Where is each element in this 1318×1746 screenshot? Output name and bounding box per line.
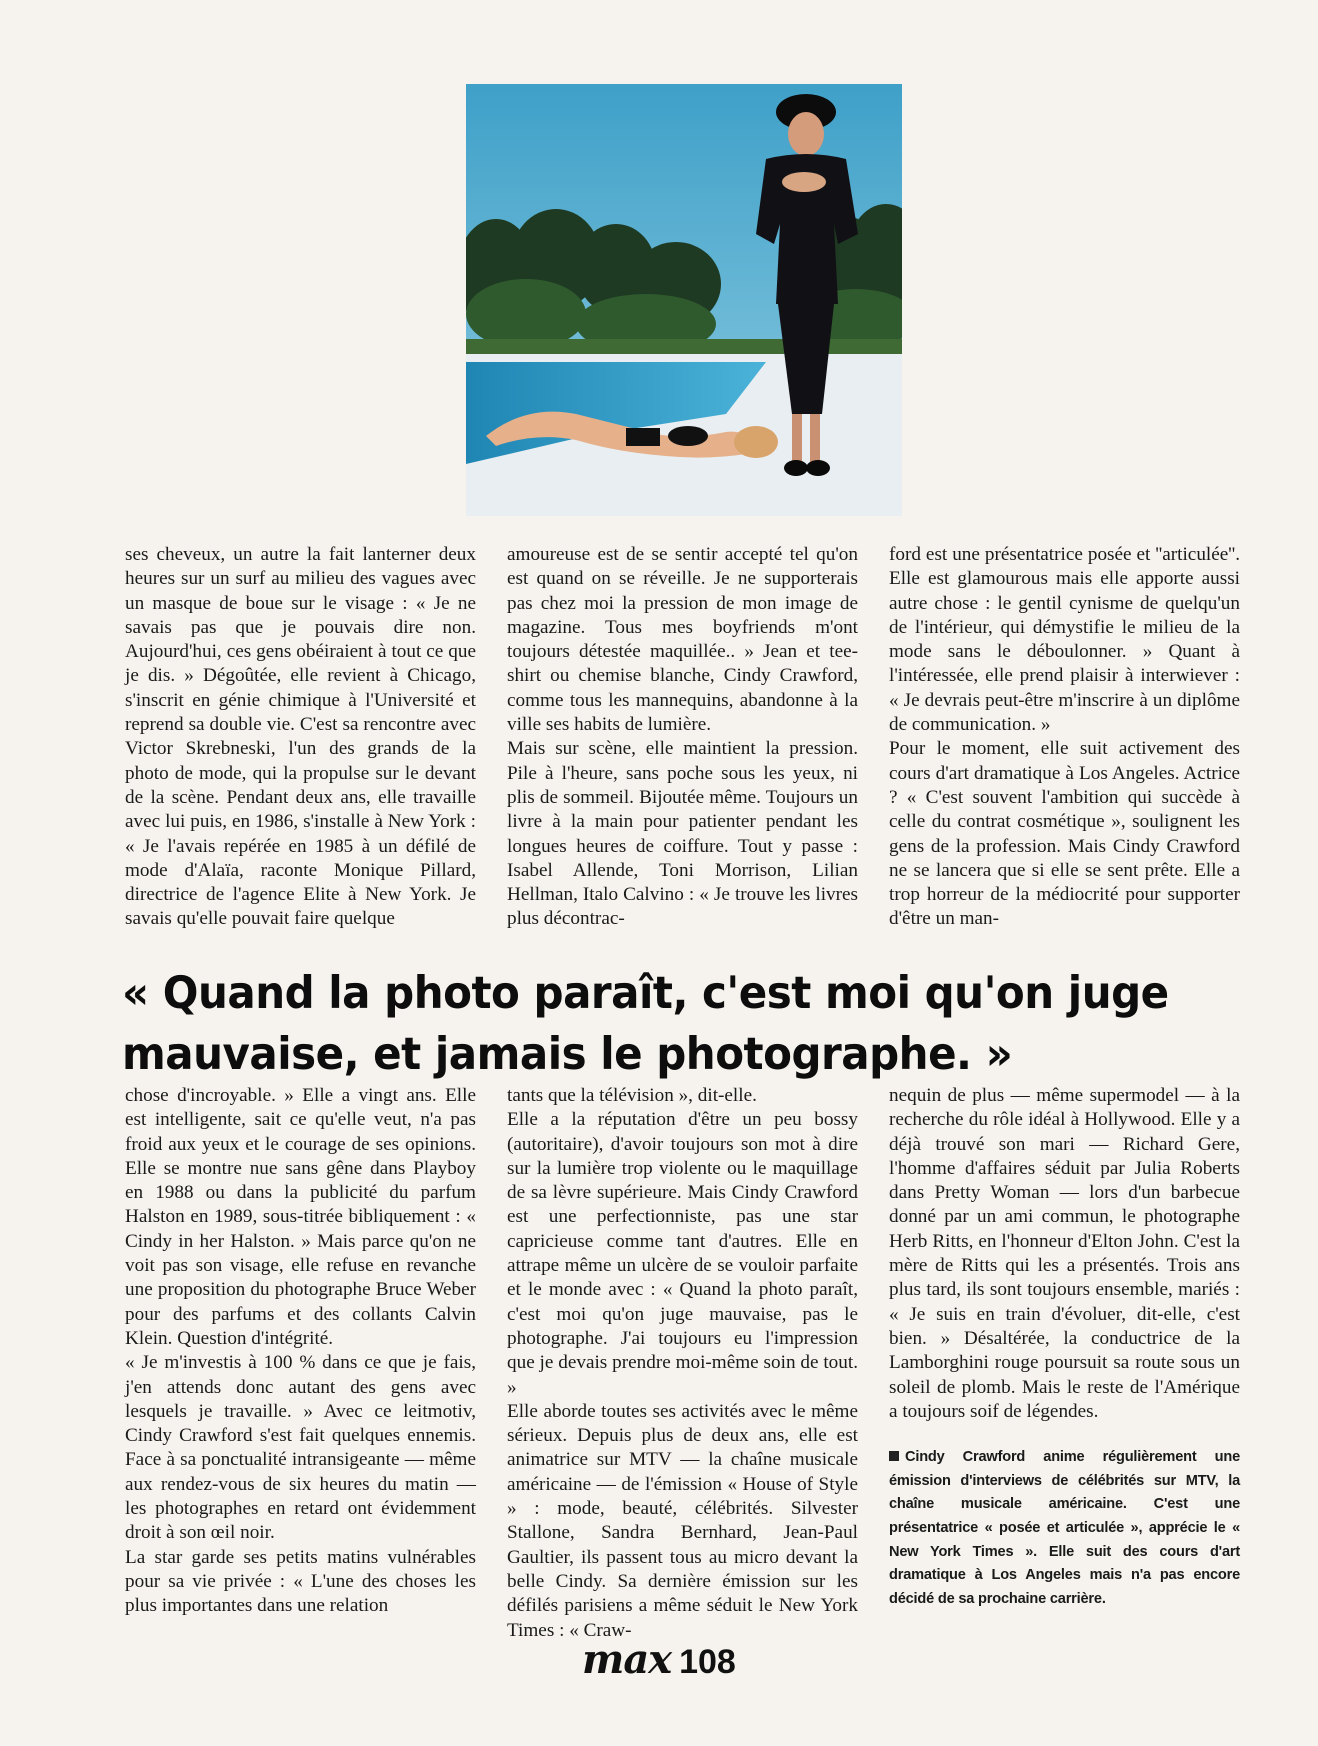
column-3-bottom [889,1084,1240,1643]
paragraph: tants que la télévision », dit-elle. [507,1085,757,1106]
pull-quote: « Quand la photo paraît, c'est moi qu'on juge mauvaise, et jamais le photographe. » [122,967,1169,1080]
article-columns-top [125,543,1240,932]
magazine-logo: max [582,1636,672,1683]
paragraph: Elle aborde toutes ses activités avec le même sérieux. Depuis plus de deux ans, elle est animatrice sur MTV — la chaîne musicale américaine — de l'émission « House of Style » : mode, beauté, célébrités. Silvester Stallone, Sandra Bernhard, Jean-Paul Gaultier, ils passent tous au micro devant la belle Cindy. Sa dernière émission sur les défilés parisiens a même séduit le New York Times : « Craw- [507,1400,858,1641]
article-columns-bottom [125,1084,1240,1643]
column-2-top [507,543,858,932]
paragraph: Pour le moment, elle suit activement des cours d'art dramatique à Los Angeles. Actrice ? « C'est souvent l'ambition qui succède à celle du contrat cosmétique », soulignent les gens de la profession. Mais Cindy Crawford ne se lancera que si elle se sent prête. Elle a trop horreur de la médiocrité pour supporter d'être un man- [889,738,1240,930]
paragraph: Elle a la réputation d'être un peu bossy (autoritaire), d'avoir toujours son mot à dire sur la lumière trop violente ou le maquillage de sa lèvre supérieure. Mais Cindy Crawford est une perfectionniste, pas une star capricieuse comme tant d'autres. Elle en attrape même un ulcère de se vouloir parfaite et le monde avec : « Quand la photo paraît, c'est moi qu'on juge mauvaise, pas le photographe. J'ai toujours eu l'impression que je devais prendre moi-même soin de tout. » [507,1109,858,1398]
page-folio [582,1636,736,1686]
square-bullet-icon [889,1451,899,1461]
column-1-top [125,543,476,932]
column-3-top [889,543,1240,932]
paragraph: nequin de plus — même supermodel — à la recherche du rôle idéal à Hollywood. Elle y a déjà trouvé son mari — Richard Gere, l'homme d'affaires séduit par Julia Roberts dans Pretty Woman — lors d'un barbecue donné par un ami commun, le photographe Herb Ritts, en l'honneur d'Elton John. C'est la mère de Ritts qui les a présentés. Trois ans plus tard, ils sont toujours ensemble, mariés : « Je suis en train d'évoluer, dit-elle, c'est bien. » Désaltérée, la conductrice de la Lamborghini rouge poursuit sa route sous un soleil de plomb. Mais le reste de l'Amérique a toujours soif de légendes. [889,1085,1240,1422]
photo-illustration [466,84,902,516]
page-number: 108 [679,1643,736,1681]
paragraph: « Je m'investis à 100 % dans ce que je fais, j'en attends donc autant des gens avec lesquels je travaille. » Avec ce leitmotiv, Cindy Crawford s'est fait quelques ennemis. Face à sa ponctualité intransigeante — même aux rendez-vous de six heures du matin — les photographes en retard ont évidemment droit à son œil noir. [125,1352,476,1544]
caption-text: Cindy Crawford anime régulièrement une émission d'interviews de célébrités sur MTV, la chaîne musicale américaine. C'est une présentatrice « posée et articulée », apprécie le « New York Times ». Elle suit des cours d'art dramatique à Los Angeles mais n'a pas encore décidé de sa prochaine carrière. [889,1449,1240,1607]
photo-caption [889,1446,1240,1611]
column-1-bottom [125,1084,476,1643]
photo [466,84,902,516]
paragraph: ford est une présentatrice posée et ''articulée''. Elle est glamourous mais elle apporte aussi autre chose : le gentil cynisme de quelqu'un de l'intérieur, qui démystifie le milieu de la mode sans le déboulonner. » Quant à l'intéressée, elle prend plaisir à interwiever : « Je devrais peut-être m'inscrire à un diplôme de communication. » [889,544,1240,736]
paragraph: La star garde ses petits matins vulnérables pour sa vie privée : « L'une des choses les plus importantes dans une relation [125,1546,476,1617]
paragraph: amoureuse est de se sentir accepté tel qu'on est quand on se réveille. Je ne supporterais pas chez moi la pression de mon image de magazine. Tous mes boyfriends m'ont toujours détestée maquillée.. » Jean et tee-shirt ou chemise blanche, Cindy Crawford, comme tous les mannequins, abandonne à la ville ses habits de lumière. [507,544,858,736]
paragraph: Mais sur scène, elle maintient la pression. Pile à l'heure, sans poche sous les yeux, ni plis de sommeil. Bijoutée même. Toujours un livre à la main pour patienter pendant les longues heures de coiffure. Tout y passe : Isabel Allende, Toni Morrison, Lilian Hellman, Italo Calvino : « Je trouve les livres plus décontrac- [507,738,858,930]
column-2-bottom [507,1084,858,1643]
paragraph: ses cheveux, un autre la fait lanterner deux heures sur un surf au milieu des vagues avec un masque de boue sur le visage : « Je ne savais pas que je pouvais dire non. Aujourd'hui, ces gens obéiraient à tout ce que je dis. » Dégoûtée, elle revient à Chicago, s'inscrit en génie chimique à l'Université et reprend sa double vie. C'est sa rencontre avec Victor Skrebneski, l'un des grands de la photo de mode, qui la propulse sur le devant de la scène. Pendant deux ans, elle travaille avec lui puis, en 1986, s'installe à New York : « Je l'avais repérée en 1985 à un défilé de mode d'Alaïa, raconte Monique Pillard, directrice de l'agence Elite à New York. Je savais qu'elle pouvait faire quelque [125,544,476,930]
paragraph: chose d'incroyable. » Elle a vingt ans. Elle est intelligente, sait ce qu'elle veut, n'a pas froid aux yeux et le courage de ses opinions. Elle se montre nue sans gêne dans Playboy en 1988 ou dans la publicité du parfum Halston en 1989, sous-titrée bibliquement : « Cindy in her Halston. » Mais parce qu'on ne voit pas son visage, elle refuse en revanche une proposition du photographe Bruce Weber pour des parfums et des collants Calvin Klein. Question d'intégrité. [125,1085,476,1349]
